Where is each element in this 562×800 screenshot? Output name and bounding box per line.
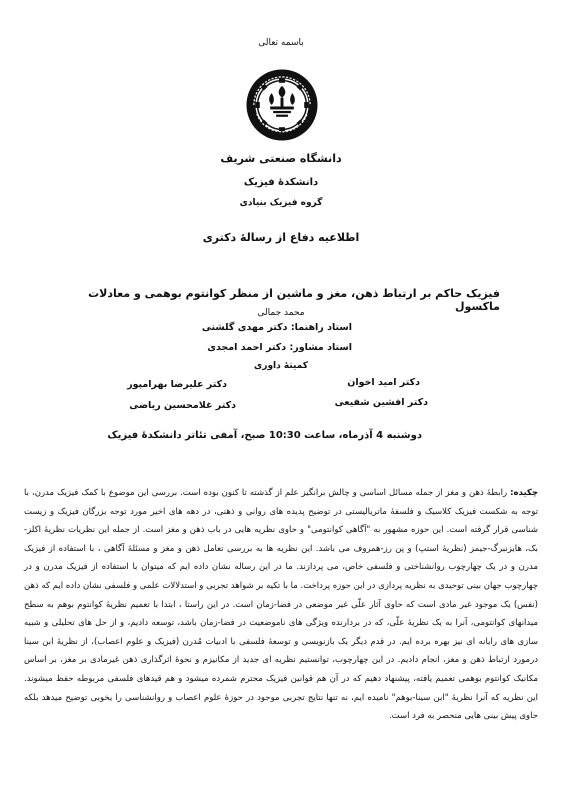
university-name: دانشگاه صنعتی شریف xyxy=(220,152,342,165)
abstract-text: رابطهٔ ذهن و مغز از جمله مسائل اساسی و چالش برانگیز علم از گذشته تا کنون بوده است. بررسی این موضوع با کمک فیزیک مدرن، با توجه به شکست فیزیک کلاسیک و فلسفهٔ ماتریالیستی در توضیح پدیده های روانی و ذهنی، در دهه های اخیر مورد توجه بزرگان فیزیک و زیست شناسی قرار گرفته است. این حوزه مشهور به "آگاهی کوانتومی" و حاوی نظریه هایی در باب ذهن و مغز است. از جمله این نظریات نظریهٔ اکلز-بک، هایزنبرگ-جیمز (نظریهٔ استپ) و پن رز-همروف می باشد. این نظریه ها به بررسی تعامل ذهن و مغز و مسئلهٔ آگاهی ، با استفاده از فیزیک مدرن و در یک چهارچوب روانشناختی و فلسفی خاص، می پردازند. ما در این رساله نشان داده ایم که میتوان با استفاده از فیزیک مدرن و در چهارچوب جهان بینی توحیدی به نظریه پردازی در این حوزه پرداخت. ما با تکیه بر شواهد تجربی و استدلالات علمی و فلسفی نشان داده ایم که ذهن (نفس) یک موجود غیر مادی است که حاوی آثار علّی غیر موضعی در فضا-زمان است. در این راستا ، ابتدا با تعمیم نظریهٔ کوانتوم بوهم به سطح میدانهای کوانتومی، آنرا به یک نظریهٔ علّی، که در بردارنده ویژگی های ناموضعیت در فضا-زمان باشد، توسعه دادیم، و از حل های تحلیلی و شبیه سازی های رایانه ای نیز بهره برده ایم. در قدم دیگر یک بازنویسی و توسعهٔ فلسفی با ادبیات مُدرن (فیزیک و علوم اعصاب)، از نظریهٔ ابن سینا درمورد ارتباط ذهن و مغز، انجام دادیم. در این چهارچوب، توانستیم نظریه ای جدید از مکانیزم و نحوهٔ اثرگذاری ذهن غیرمادی بر مغز، بر اساس مکانیک کوانتوم بوهمی تعمیم یافته، پیشنهاد دهیم که در آن هم قوانین فیزیک محترم شمرده میشود و هم قیدهای فلسفی مربوطه حفظ میشوند. این نظریه که آنرا نظریهٔ "ابن سینا-بوهم" نامیده ایم، نه تنها نتایج تجربی موجود در حوزهٔ علوم اعصاب و روانشناسی را یخوبی توضیح میدهد بلکه حاوی پیش بینی هایی منحصر به فرد است. xyxy=(24,488,538,722)
committee-member: دکتر غلامحسین ریاضی xyxy=(129,400,236,411)
thesis-author: محمد جمالی xyxy=(257,308,305,318)
defense-date-time: دوشنبه 4 آذرماه، ساعت 10:30 صبح، آمفی تئاتر دانشکدهٔ فیزیک xyxy=(107,430,422,441)
thesis-title: فیزیک حاکم بر ارتباط ذهن، مغز و ماشین از منظر کوانتوم بوهمی و معادلات ماکسول xyxy=(88,287,500,313)
abstract-label: چکیده: xyxy=(510,488,539,498)
faculty-name: دانشکدهٔ فیزیک xyxy=(243,177,319,188)
committee-label: کمیتهٔ داوری xyxy=(254,361,308,371)
university-seal-logo xyxy=(245,68,319,142)
consultant-line: استاد مشاور: دکتر احمد امجدی xyxy=(207,342,352,353)
abstract-paragraph xyxy=(24,484,538,726)
advisor-line: استاد راهنما: دکتر مهدی گلشنی xyxy=(201,322,352,333)
department-group: گروه فیزیک بنیادی xyxy=(239,198,323,208)
committee-member: دکتر امید اخوان xyxy=(347,377,420,388)
committee-member: دکتر علیرضا بهرامپور xyxy=(127,379,227,390)
invocation-heading: باسمه تعالی xyxy=(258,38,304,48)
notice-title: اطلاعیه دفاع از رسالهٔ دکتری xyxy=(202,231,360,244)
committee-member: دکتر افشین شفیعی xyxy=(334,397,428,408)
